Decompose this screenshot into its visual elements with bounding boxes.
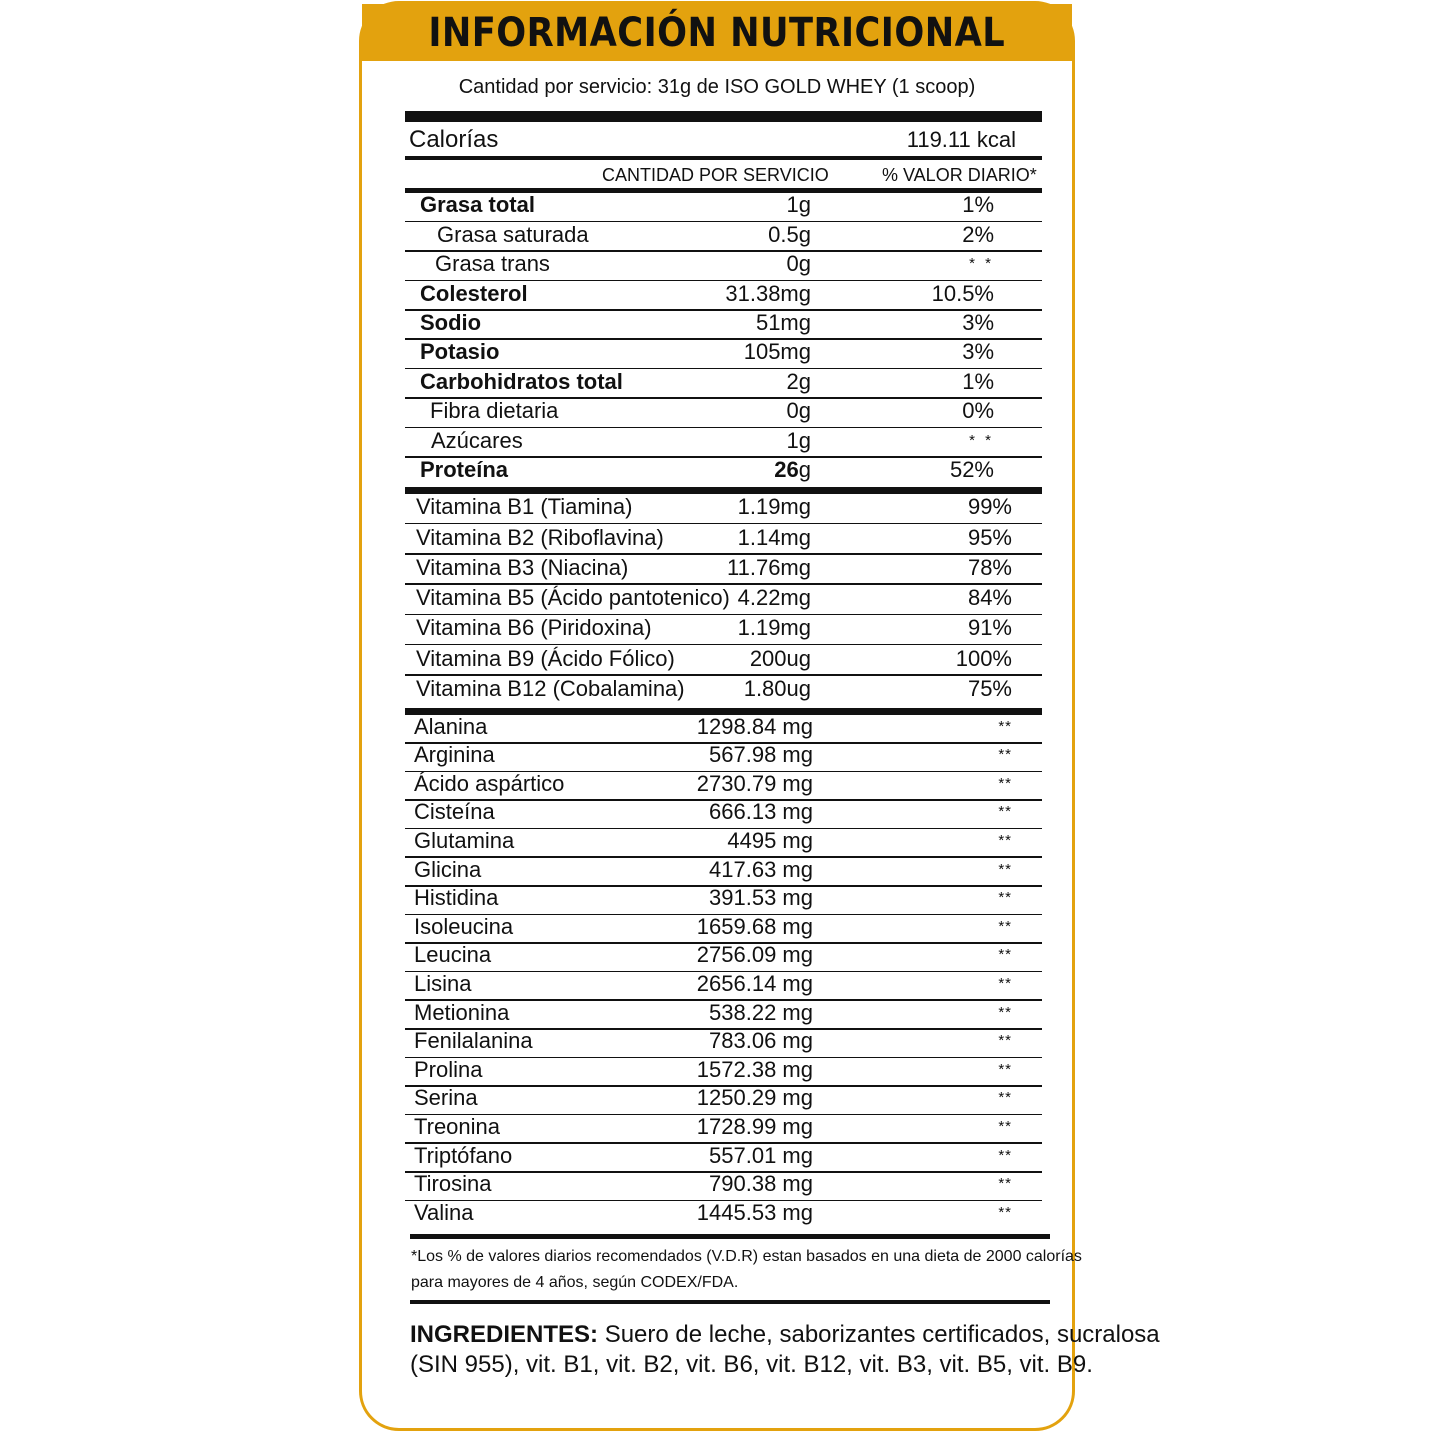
row-daily-value: ** bbox=[998, 1175, 1012, 1193]
row-amount: 4495 mg bbox=[727, 827, 813, 853]
table-row bbox=[405, 944, 1042, 973]
row-daily-value: ** bbox=[998, 860, 1012, 878]
row-amount: 31.38mg bbox=[725, 280, 811, 306]
ingredients-label: INGREDIENTES: bbox=[410, 1321, 599, 1348]
row-label: Prolina bbox=[414, 1056, 483, 1082]
table-row bbox=[405, 458, 1042, 487]
table-row bbox=[405, 646, 1042, 676]
table-row bbox=[405, 1087, 1042, 1116]
row-amount: 51mg bbox=[755, 309, 811, 335]
row-amount: 0.5g bbox=[768, 221, 811, 247]
thick-divider bbox=[405, 111, 1042, 122]
row-daily-value: ** bbox=[998, 1032, 1012, 1050]
serving-size: Cantidad por servicio: 31g de ISO GOLD WHEY (1 scoop) bbox=[458, 76, 976, 98]
page-title: INFORMACIÓN NUTRICIONAL bbox=[428, 9, 1006, 56]
row-label: Tirosina bbox=[414, 1171, 492, 1197]
row-label: Cisteína bbox=[414, 799, 495, 825]
row-label: Sodio bbox=[420, 309, 482, 335]
row-amount: 2656.14 mg bbox=[696, 970, 813, 996]
row-label: Carbohidratos total bbox=[420, 368, 623, 394]
row-daily-value: ** bbox=[998, 889, 1012, 907]
row-daily-value: ** bbox=[998, 774, 1012, 792]
row-label: Potasio bbox=[420, 339, 500, 365]
row-label: Glutamina bbox=[414, 827, 515, 853]
row-daily-value: ** bbox=[998, 1117, 1012, 1135]
amount-unit: g bbox=[798, 456, 811, 482]
table-row bbox=[405, 1201, 1042, 1230]
row-amount bbox=[774, 457, 811, 483]
table-row bbox=[405, 715, 1042, 744]
row-daily-value: 3% bbox=[962, 339, 994, 365]
row-label: Fibra dietaria bbox=[430, 398, 559, 424]
title-banner bbox=[362, 4, 1072, 61]
row-label: Vitamina B3 (Niacina) bbox=[416, 554, 629, 580]
footnote-line-1: *Los % de valores diarios recomendados (V.D.R) estan basados en una dieta de 2000 calorías bbox=[411, 1248, 1082, 1265]
row-amount: 790.38 mg bbox=[709, 1171, 813, 1197]
row-amount: 200ug bbox=[749, 645, 811, 671]
row-daily-value: ** bbox=[998, 1089, 1012, 1107]
header-daily-value: % VALOR DIARIO* bbox=[882, 165, 1037, 185]
table-row bbox=[405, 972, 1042, 1001]
row-daily-value: ** bbox=[998, 917, 1012, 935]
table-row bbox=[405, 555, 1042, 585]
divider bbox=[410, 1300, 1050, 1304]
row-amount: 1250.29 mg bbox=[696, 1085, 813, 1111]
table-row bbox=[405, 494, 1042, 524]
row-label: Vitamina B12 (Cobalamina) bbox=[416, 676, 685, 702]
row-daily-value: ** bbox=[998, 831, 1012, 849]
row-amount: 1298.84 mg bbox=[696, 713, 813, 739]
row-daily-value: ** bbox=[998, 1203, 1012, 1221]
row-label: Vitamina B2 (Riboflavina) bbox=[416, 524, 664, 550]
row-daily-value: 1% bbox=[962, 192, 994, 218]
row-amount: 0g bbox=[786, 251, 811, 277]
row-amount: 1g bbox=[786, 427, 811, 453]
row-amount: 1728.99 mg bbox=[696, 1113, 813, 1139]
row-daily-value: 1% bbox=[962, 368, 994, 394]
row-daily-value: ** bbox=[998, 946, 1012, 964]
amount-value: 26 bbox=[774, 456, 799, 482]
row-daily-value: 91% bbox=[967, 615, 1012, 641]
row-amount: 105mg bbox=[743, 339, 811, 365]
row-label: Arginina bbox=[414, 742, 495, 768]
row-amount: 2g bbox=[786, 368, 811, 394]
thick-divider bbox=[405, 487, 1042, 494]
row-label: Fenilalanina bbox=[414, 1028, 533, 1054]
row-label: Vitamina B9 (Ácido Fólico) bbox=[416, 645, 675, 671]
row-daily-value: 52% bbox=[949, 456, 994, 482]
table-row bbox=[405, 915, 1042, 944]
divider bbox=[405, 156, 1042, 160]
row-daily-value: 75% bbox=[967, 676, 1012, 702]
row-daily-value: ** bbox=[998, 1146, 1012, 1164]
row-amount: 783.06 mg bbox=[709, 1028, 813, 1054]
row-daily-value: 10.5% bbox=[931, 280, 994, 306]
header-amount: CANTIDAD POR SERVICIO bbox=[602, 165, 829, 185]
row-amount: 2730.79 mg bbox=[696, 770, 813, 796]
row-daily-value: 95% bbox=[967, 524, 1012, 550]
table-row bbox=[405, 1001, 1042, 1030]
row-amount: 1.19mg bbox=[737, 494, 811, 520]
row-amount: 1g bbox=[786, 192, 811, 218]
nutrition-panel bbox=[359, 1, 1160, 1431]
table-row bbox=[405, 858, 1042, 887]
row-amount: 1.19mg bbox=[737, 615, 811, 641]
row-amount: 1572.38 mg bbox=[696, 1056, 813, 1082]
table-row bbox=[405, 676, 1042, 706]
row-daily-value: 3% bbox=[962, 309, 994, 335]
table-row bbox=[405, 801, 1042, 830]
row-daily-value: 78% bbox=[967, 554, 1012, 580]
table-row bbox=[405, 744, 1042, 773]
row-label: Vitamina B5 (Ácido pantotenico) bbox=[416, 585, 730, 611]
row-amount: 557.01 mg bbox=[709, 1142, 813, 1168]
ingredients-text bbox=[410, 1321, 1160, 1349]
row-amount: 1659.68 mg bbox=[696, 913, 813, 939]
row-label: Grasa trans bbox=[435, 251, 550, 277]
table-row bbox=[405, 1058, 1042, 1087]
row-daily-value: 0% bbox=[962, 398, 994, 424]
row-daily-value: ** bbox=[998, 803, 1012, 821]
table-row bbox=[405, 369, 1042, 398]
row-label: Grasa total bbox=[420, 192, 535, 218]
row-amount: 567.98 mg bbox=[709, 742, 813, 768]
row-label: Leucina bbox=[414, 942, 492, 968]
table-row bbox=[405, 585, 1042, 615]
row-daily-value: 2% bbox=[962, 221, 994, 247]
row-label: Proteína bbox=[420, 456, 509, 482]
row-label: Vitamina B6 (Piridoxina) bbox=[416, 615, 652, 641]
row-label: Colesterol bbox=[420, 280, 528, 306]
table-row bbox=[405, 281, 1042, 310]
table-row bbox=[405, 193, 1042, 222]
row-label: Valina bbox=[414, 1199, 474, 1225]
row-amount: 417.63 mg bbox=[709, 856, 813, 882]
row-amount: 1.80ug bbox=[743, 676, 811, 702]
divider bbox=[410, 1234, 1050, 1239]
table-row bbox=[405, 1144, 1042, 1173]
row-daily-value: * * bbox=[969, 431, 994, 449]
row-daily-value: ** bbox=[998, 717, 1012, 735]
row-daily-value: ** bbox=[998, 974, 1012, 992]
row-label: Grasa saturada bbox=[437, 221, 589, 247]
row-label: Ácido aspártico bbox=[414, 770, 565, 796]
row-amount: 1445.53 mg bbox=[696, 1199, 813, 1225]
row-daily-value: ** bbox=[998, 1060, 1012, 1078]
ingredients-line-1: Suero de leche, saborizantes certificados, sucralosa bbox=[604, 1321, 1160, 1348]
row-label: Azúcares bbox=[431, 427, 523, 453]
footnote-line-2: para mayores de 4 años, según CODEX/FDA. bbox=[411, 1274, 739, 1291]
calories-label: Calorías bbox=[409, 126, 499, 153]
table-row bbox=[405, 524, 1042, 554]
table-row bbox=[405, 399, 1042, 428]
row-daily-value: ** bbox=[998, 746, 1012, 764]
row-label: Serina bbox=[414, 1085, 478, 1111]
row-label: Histidina bbox=[414, 885, 499, 911]
table-row bbox=[405, 1173, 1042, 1202]
row-amount: 538.22 mg bbox=[709, 999, 813, 1025]
table-row bbox=[405, 252, 1042, 281]
table-row bbox=[405, 1115, 1042, 1144]
table-row bbox=[405, 222, 1042, 251]
row-amount: 1.14mg bbox=[737, 524, 811, 550]
table-row bbox=[405, 1030, 1042, 1059]
table-row bbox=[405, 340, 1042, 369]
row-label: Glicina bbox=[414, 856, 482, 882]
row-daily-value: * * bbox=[969, 255, 994, 273]
row-daily-value: 84% bbox=[967, 585, 1012, 611]
row-label: Alanina bbox=[414, 713, 488, 739]
row-daily-value: 100% bbox=[955, 645, 1012, 671]
row-daily-value: ** bbox=[998, 1003, 1012, 1021]
row-daily-value: 99% bbox=[967, 494, 1012, 520]
row-amount: 11.76mg bbox=[727, 554, 811, 580]
table-row bbox=[405, 311, 1042, 340]
table-row bbox=[405, 615, 1042, 645]
row-label: Lisina bbox=[414, 970, 472, 996]
row-amount: 2756.09 mg bbox=[696, 942, 813, 968]
table-row bbox=[405, 887, 1042, 916]
row-amount: 391.53 mg bbox=[709, 885, 813, 911]
row-label: Treonina bbox=[414, 1113, 501, 1139]
row-amount: 0g bbox=[786, 398, 811, 424]
row-label: Triptófano bbox=[414, 1142, 513, 1168]
table-row bbox=[405, 428, 1042, 457]
row-label: Isoleucina bbox=[414, 913, 514, 939]
row-label: Vitamina B1 (Tiamina) bbox=[416, 494, 633, 520]
ingredients-line-2: (SIN 955), vit. B1, vit. B2, vit. B6, vit. B12, vit. B3, vit. B5, vit. B9. bbox=[410, 1351, 1093, 1378]
row-amount: 4.22mg bbox=[737, 585, 811, 611]
row-label: Metionina bbox=[414, 999, 510, 1025]
calories-value: 119.11 kcal bbox=[906, 127, 1016, 152]
row-amount: 666.13 mg bbox=[709, 799, 813, 825]
table-row bbox=[405, 772, 1042, 801]
table-row bbox=[405, 829, 1042, 858]
